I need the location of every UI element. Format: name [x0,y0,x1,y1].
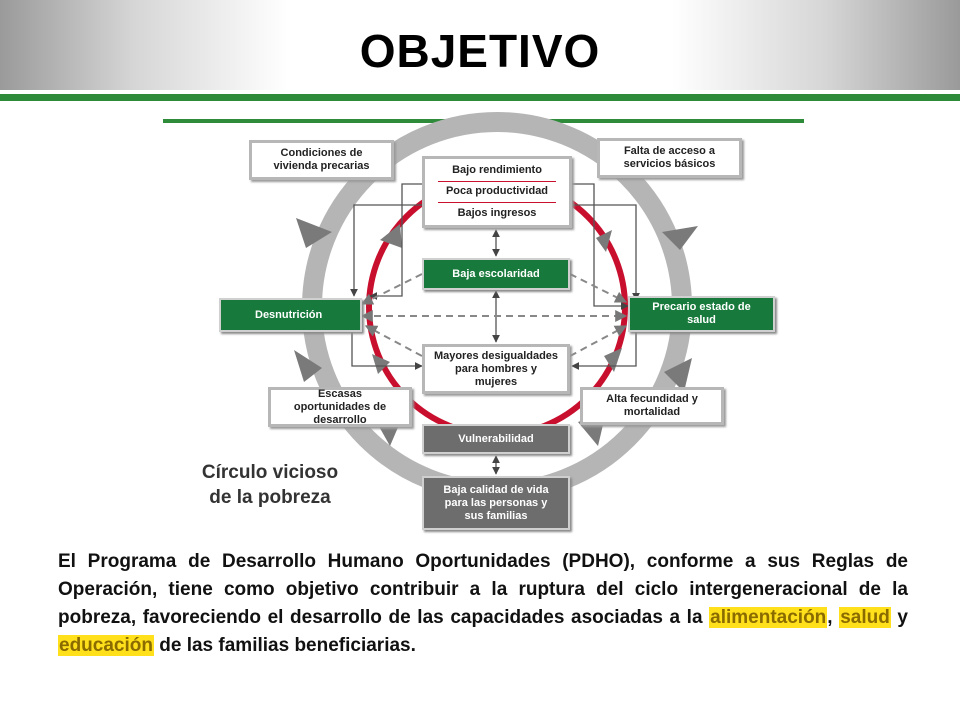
paragraph-sep-2: y [890,607,908,628]
box-bajo-rendimiento-group [422,156,572,228]
highlight-alimentacion: alimentación [710,607,827,628]
label-poca-productividad: Poca productividad [445,185,549,198]
slide-title: OBJETIVO [359,25,601,77]
highlight-salud: salud [840,607,890,628]
box-baja-escolaridad: Baja escolaridad [422,258,570,290]
circle-label-line2: de la pobreza [209,487,331,508]
box-escasas-oportunidades: Escasas oportunidades de desarrollo [268,387,412,427]
box-alta-fecundidad: Alta fecundidad y mortalidad [580,387,724,425]
box-baja-calidad-de-vida: Baja calidad de vida para las personas y sus familias [422,476,570,530]
highlight-educacion: educación [59,635,153,656]
box-desnutricion: Desnutrición [219,298,362,332]
label-bajo-rendimiento: Bajo rendimiento [452,163,542,176]
box-mayores-desigualdades: Mayores desigualdades para hombres y mujeres [422,344,570,394]
red-separator [438,181,556,182]
label-bajos-ingresos: Bajos ingresos [457,207,537,220]
circle-label-line1: Círculo vicioso [201,462,339,483]
box-condiciones-vivienda: Condiciones de vivienda precarias [249,140,394,180]
box-vulnerabilidad: Vulnerabilidad [422,424,570,454]
paragraph-text-2: de las familias beneficiarias. [153,635,416,656]
paragraph-text-1: El Programa de Desarrollo Humano Oportunidades (PDHO), conforme a sus Reglas de Operación, tiene como objetivo contribuir a la ruptura del ciclo intergeneracional de la pobreza, favoreciendo el desarrollo de las capacidades asociadas a la [58,551,908,628]
paragraph-sep-1: , [827,607,840,628]
box-precario-estado-salud: Precario estado de salud [628,296,775,332]
box-falta-acceso: Falta de acceso a servicios básicos [597,138,742,178]
objective-paragraph [58,548,908,660]
circle-label [180,460,360,510]
red-separator [438,202,556,203]
